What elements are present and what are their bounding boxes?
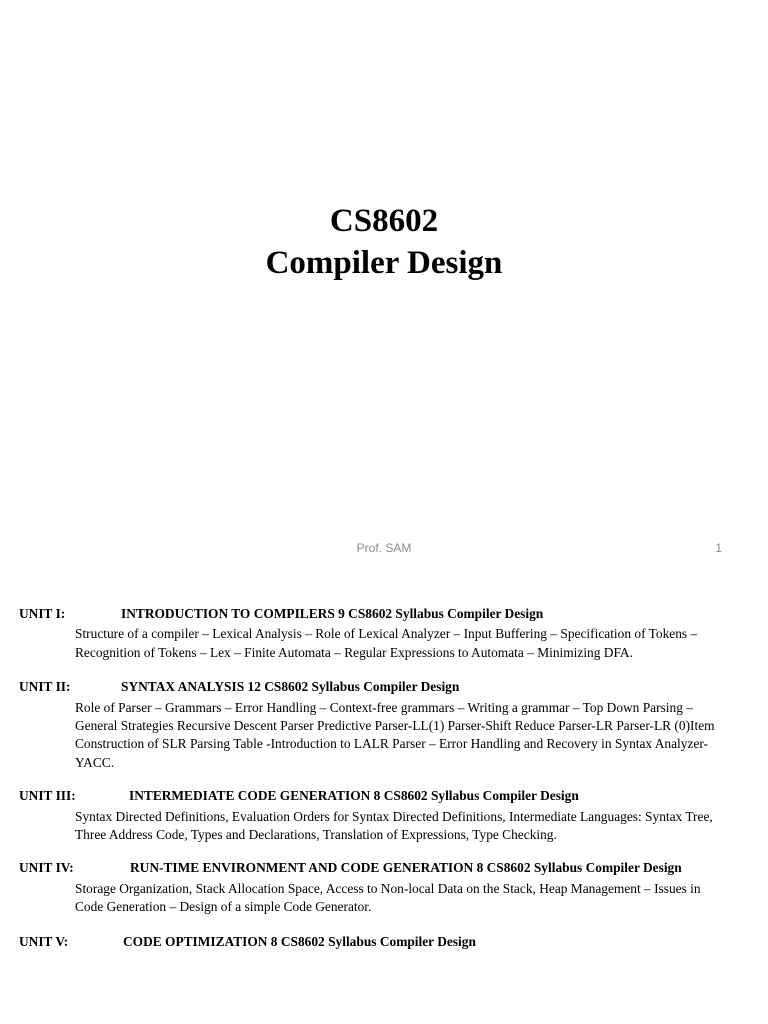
unit-heading [19, 859, 727, 877]
unit-section [19, 678, 727, 772]
unit-section [19, 787, 727, 844]
unit-title: CODE OPTIMIZATION 8 CS8602 Syllabus Compiler Design [123, 933, 476, 949]
unit-label: UNIT IV: [19, 860, 74, 876]
title-block [0, 200, 768, 284]
unit-heading [19, 605, 727, 623]
unit-title: RUN-TIME ENVIRONMENT AND CODE GENERATION 8 CS8602 Syllabus Compiler Design [130, 860, 682, 876]
unit-body: Role of Parser – Grammars – Error Handling – Context-free grammars – Writing a grammar – Top Down Parsing – General Strategies Recursive Descent Parser Predictive Parser-LL(1) Parser-Shift Reduce Parser-LR Parser-LR (0)Item Construction of SLR Parsing Table -Introduction to LALR Parser – Error Handling and Recovery in Syntax Analyzer-YACC. [75, 699, 715, 770]
unit-label: UNIT V: [19, 933, 69, 949]
unit-section [19, 859, 727, 916]
slide-page-number: 1 [715, 541, 722, 555]
unit-title: INTERMEDIATE CODE GENERATION 8 CS8602 Syllabus Compiler Design [129, 788, 579, 804]
syllabus-content [19, 605, 727, 951]
unit-section [19, 605, 727, 662]
unit-body: Syntax Directed Definitions, Evaluation Orders for Syntax Directed Definitions, Intermediate Languages: Syntax Tree, Three Address Code, Types and Declarations, Translation of Expressions, Type Checking. [75, 808, 713, 843]
unit-label: UNIT III: [19, 788, 76, 804]
unit-body: Storage Organization, Stack Allocation Space, Access to Non-local Data on the Stack, Heap Management – Issues in Code Generation – Design of a simple Code Generator. [75, 880, 701, 915]
course-title: Compiler Design [265, 245, 503, 281]
course-code: CS8602 [329, 203, 439, 239]
unit-heading [19, 787, 727, 805]
unit-title: SYNTAX ANALYSIS 12 CS8602 Syllabus Compiler Design [121, 679, 460, 695]
unit-label: UNIT II: [19, 679, 71, 695]
unit-section [19, 933, 727, 951]
slide-footer-author: Prof. SAM [356, 541, 412, 555]
unit-heading [19, 933, 727, 951]
unit-body: Structure of a compiler – Lexical Analysis – Role of Lexical Analyzer – Input Buffering – Specification of Tokens – Recognition of Tokens – Lex – Finite Automata – Regular Expressions to Automata – Minimizing DFA. [75, 626, 698, 660]
unit-heading [19, 678, 727, 696]
unit-title: INTRODUCTION TO COMPILERS 9 CS8602 Syllabus Compiler Design [121, 606, 544, 621]
unit-label: UNIT I: [19, 606, 66, 621]
